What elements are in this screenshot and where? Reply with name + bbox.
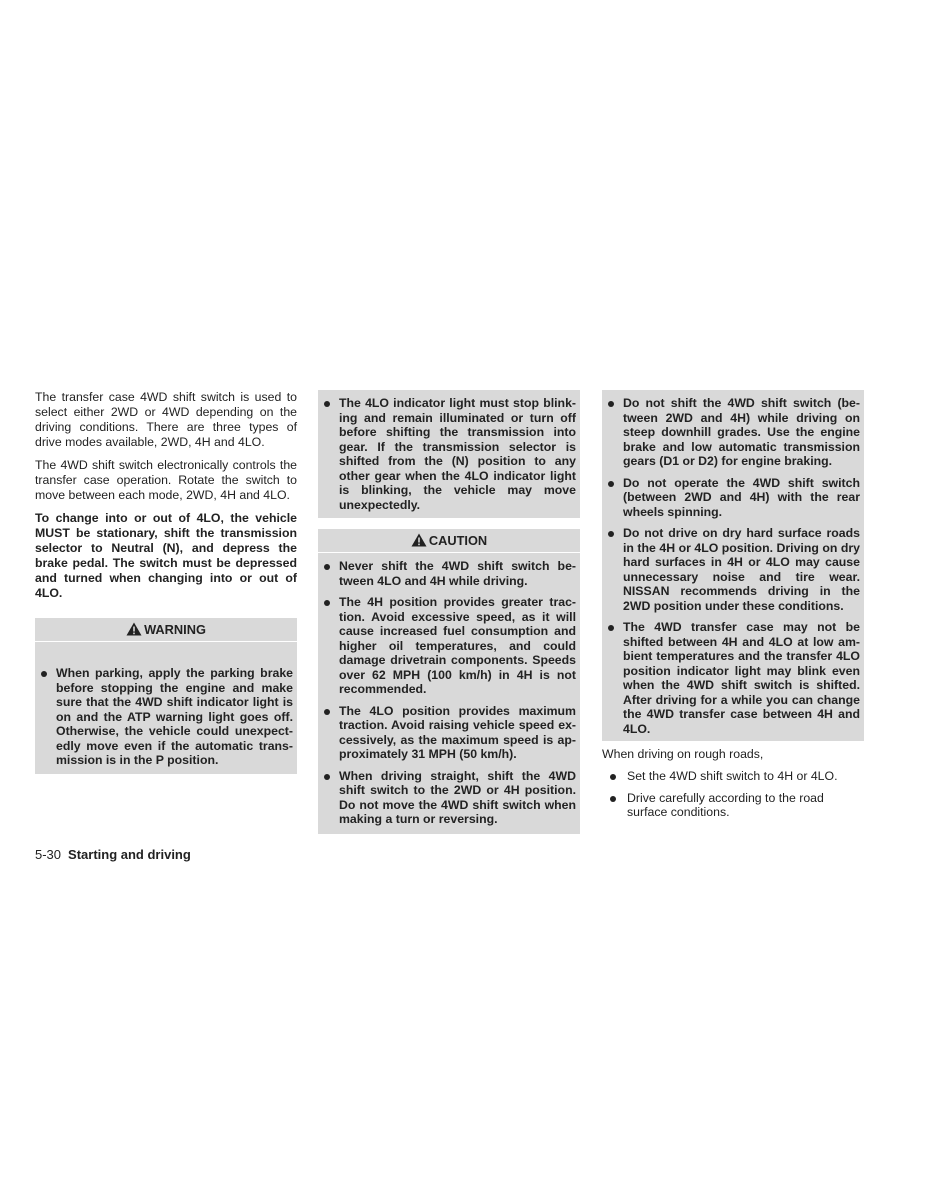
caution-item: Do not operate the 4WD shift switch (between 2WD and 4H) with the rear wheels spinning. <box>606 476 860 520</box>
bullet-icon <box>41 671 47 677</box>
bullet-icon <box>608 531 614 537</box>
warning-title: WARNING <box>144 622 206 637</box>
bullet-icon <box>608 401 614 407</box>
warning-item: When parking, apply the parking brake before stopping the engine and make sure that the 4WD shift indicator light is on and the ATP warning light goes off. Otherwise, the vehicle could unexpect-edly move even if the automatic trans-mission is in the P position. <box>39 666 293 768</box>
4lo-instructions: To change into or out of 4LO, the vehicle MUST be stationary, shift the transmission selector to Neutral (N), and depress the brake pedal. The switch must be depressed and turned when changing into or out of 4LO. <box>35 511 297 600</box>
caution-item: Never shift the 4WD shift switch be-tween 4LO and 4H while driving. <box>322 559 576 588</box>
caution-box <box>318 529 580 834</box>
caution-item: The 4LO position provides maximum traction. Avoid raising vehicle speed ex-cessively, as the maximum speed is ap-proximately 31 MPH (50 km/h). <box>322 704 576 762</box>
caution-item: When driving straight, shift the 4WD shift switch to the 2WD or 4H position. Do not move the 4WD shift switch when making a turn or reversing. <box>322 769 576 827</box>
caution-item: The 4WD transfer case may not be shifted between 4H and 4LO at low am-bient temperatures and the transfer 4LO position indicator light may blink even when the 4WD shift switch is shifted. After driving for a while you can change the 4WD transfer case between 4H and 4LO. <box>606 620 860 736</box>
caution-item: The 4H position provides greater trac-tion. Avoid excessive speed, as it will cause increased fuel consumption and higher oil temperatures, and could damage drivetrain components. Speeds over 62 MPH (100 km/h) in 4H is not recommended. <box>322 595 576 697</box>
column-right <box>602 390 864 820</box>
caution-header <box>318 529 580 553</box>
bullet-icon <box>324 401 330 407</box>
bullet-icon <box>608 481 614 487</box>
section-title: Starting and driving <box>68 847 191 862</box>
caution-box-continued <box>602 390 864 741</box>
caution-item: Do not shift the 4WD shift switch (be-tween 2WD and 4H) while driving on steep downhill grades. Use the engine brake and low automatic transmission gears (D1 or D2) for engine braking. <box>606 396 860 469</box>
warning-item: The 4LO indicator light must stop blink-ing and remain illuminated or turn off before shifting the transmission into gear. If the transmission selector is shifted from the (N) position to any other gear when the 4LO indicator light is blinking, the vehicle may move unexpectedly. <box>322 396 576 512</box>
bullet-icon <box>324 774 330 780</box>
list-item: Set the 4WD shift switch to 4H or 4LO. <box>602 769 864 784</box>
caution-item: Do not drive on dry hard surface roads in the 4H or 4LO position. Driving on dry hard surfaces in 4H or 4LO may cause unnecessary noise and tire wear. NISSAN recommends driving in the 2WD position under these conditions. <box>606 526 860 613</box>
column-left <box>35 390 297 774</box>
warning-triangle-icon <box>411 533 427 547</box>
switch-paragraph: The 4WD shift switch electronically controls the transfer case operation. Rotate the switch to move between each mode, 2WD, 4H and 4LO. <box>35 458 297 502</box>
bullet-icon <box>324 600 330 606</box>
intro-paragraph: The transfer case 4WD shift switch is used to select either 2WD or 4WD depending on the driving conditions. There are three types of drive modes available, 2WD, 4H and 4LO. <box>35 390 297 449</box>
column-middle <box>318 390 580 834</box>
rough-roads-intro: When driving on rough roads, <box>602 747 764 761</box>
bullet-icon <box>608 625 614 631</box>
page-number: 5-30 <box>35 847 62 862</box>
list-item: Drive carefully according to the road surface conditions. <box>602 791 864 820</box>
bullet-icon <box>324 564 330 570</box>
caution-title: CAUTION <box>428 533 488 548</box>
bullet-icon <box>610 774 616 780</box>
page-footer <box>35 847 191 863</box>
warning-box-continued <box>318 390 580 518</box>
bullet-icon <box>610 796 616 802</box>
warning-header <box>35 618 297 642</box>
warning-box <box>35 618 297 774</box>
warning-triangle-icon <box>126 622 142 636</box>
bullet-icon <box>324 709 330 715</box>
